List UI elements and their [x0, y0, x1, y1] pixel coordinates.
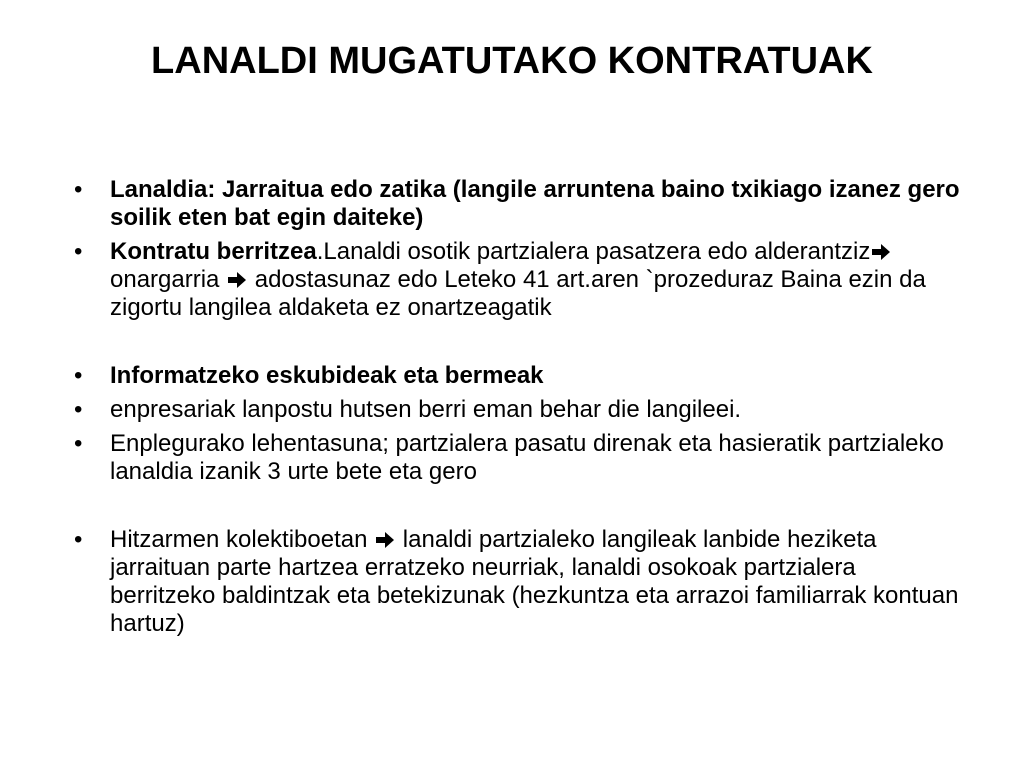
bullet-icon: • — [74, 526, 83, 553]
item-text-part: Hitzarmen kolektiboetan — [110, 526, 375, 553]
right-arrow-icon — [226, 270, 248, 290]
list-item — [74, 362, 964, 390]
right-arrow-icon — [374, 530, 396, 550]
item-text: enpresariak lanpostu hutsen berri eman behar die langileei. — [110, 396, 742, 423]
item-text: Informatzeko eskubideak eta bermeak — [110, 362, 544, 389]
right-arrow-icon — [870, 242, 892, 262]
item-text: Enplegurako lehentasuna; partzialera pasatu direnak eta hasieratik partzialeko lanaldia izanik 3 urte bete eta gero — [110, 430, 944, 485]
bullet-icon: • — [74, 238, 83, 265]
slide-title: LANALDI MUGATUTAKO KONTRATUAK — [151, 40, 873, 82]
item-text-part: lanaldi partzialeko langileak lanbide heziketa jarraituan parte hartzea erratzeko neurriak, lanaldi osokoak partzialera berritzeko baldintzak eta betekizunak (hezkuntza eta arrazoi familiarrak kontuan hartuz) — [110, 526, 959, 637]
item-lead-text: Kontratu berritzea — [110, 238, 317, 265]
bullet-icon: • — [74, 430, 83, 457]
bullet-list — [74, 176, 964, 644]
list-item — [74, 526, 964, 638]
item-text-part: adostasunaz edo Leteko 41 art.aren `prozeduraz Baina ezin da zigortu langilea aldaketa ez onartzeagatik — [110, 266, 926, 321]
bullet-icon: • — [74, 396, 83, 423]
bullet-icon: • — [74, 362, 83, 389]
list-item — [74, 396, 964, 424]
item-text-part: onargarria — [110, 266, 227, 293]
item-text-part: .Lanaldi osotik partzialera pasatzera edo alderantziz — [316, 238, 871, 265]
list-item — [74, 238, 964, 322]
list-item — [74, 430, 964, 486]
bullet-icon: • — [74, 176, 83, 203]
list-item — [74, 176, 964, 232]
item-text: Lanaldia: Jarraitua edo zatika (langile arruntena baino txikiago izanez gero soilik eten bat egin daiteke) — [110, 176, 960, 231]
